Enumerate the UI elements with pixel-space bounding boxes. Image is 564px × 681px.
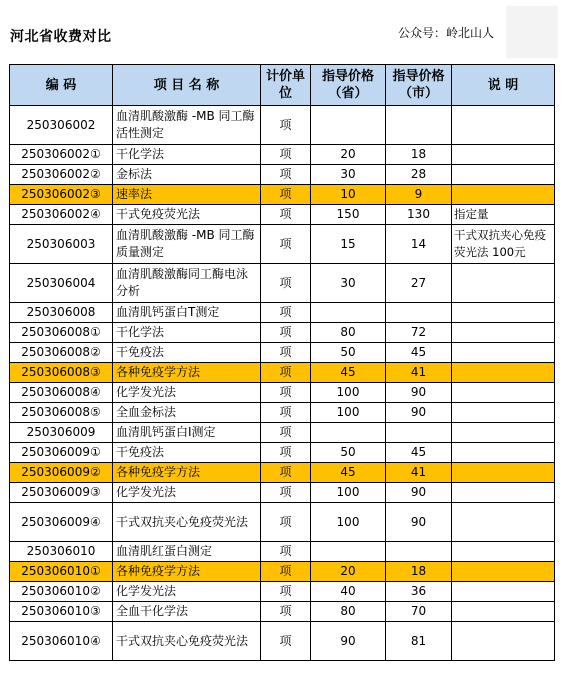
table-row xyxy=(10,622,555,661)
cell-city-price: 72 xyxy=(386,323,452,343)
cell-city-price: 36 xyxy=(386,582,452,602)
table-row xyxy=(10,145,555,165)
cell-province-price: 50 xyxy=(311,443,386,463)
cell-unit: 项 xyxy=(261,106,311,145)
cell-unit: 项 xyxy=(261,383,311,403)
table-row xyxy=(10,483,555,503)
cell-province-price: 80 xyxy=(311,602,386,622)
cell-province-price: 40 xyxy=(311,582,386,602)
cell-note xyxy=(452,383,555,403)
cell-unit: 项 xyxy=(261,443,311,463)
cell-code: 250306008④ xyxy=(10,383,113,403)
cell-item-name: 血清肌酸激酶 -MB 同工酶质量测定 xyxy=(113,225,261,264)
column-header-name: 项 目 名 称 xyxy=(113,65,261,106)
cell-item-name: 各种免疫学方法 xyxy=(113,463,261,483)
cell-code: 250306002 xyxy=(10,106,113,145)
table-row xyxy=(10,343,555,363)
cell-unit: 项 xyxy=(261,582,311,602)
cell-province-price: 80 xyxy=(311,323,386,343)
table-row xyxy=(10,403,555,423)
cell-unit: 项 xyxy=(261,343,311,363)
cell-province-price xyxy=(311,106,386,145)
cell-city-price: 90 xyxy=(386,503,452,542)
cell-note xyxy=(452,423,555,443)
cell-item-name: 血清肌钙蛋白Ⅰ测定 xyxy=(113,423,261,443)
cell-province-price: 45 xyxy=(311,363,386,383)
cell-note xyxy=(452,106,555,145)
cell-item-name: 干免疫法 xyxy=(113,343,261,363)
cell-item-name: 化学发光法 xyxy=(113,582,261,602)
cell-unit: 项 xyxy=(261,225,311,264)
cell-city-price xyxy=(386,423,452,443)
cell-province-price: 30 xyxy=(311,264,386,303)
cell-code: 250306003 xyxy=(10,225,113,264)
cell-code: 250306009② xyxy=(10,463,113,483)
table-row xyxy=(10,303,555,323)
cell-city-price: 18 xyxy=(386,562,452,582)
cell-unit: 项 xyxy=(261,423,311,443)
column-header-unit: 计价单位 xyxy=(261,65,311,106)
cell-city-price: 130 xyxy=(386,205,452,225)
cell-city-price: 90 xyxy=(386,383,452,403)
table-row xyxy=(10,106,555,145)
cell-code: 250306008 xyxy=(10,303,113,323)
cell-note xyxy=(452,463,555,483)
cell-code: 250306008② xyxy=(10,343,113,363)
cell-province-price: 100 xyxy=(311,403,386,423)
document-title: 河北省收费对比 xyxy=(10,29,112,45)
cell-note xyxy=(452,602,555,622)
table-row xyxy=(10,463,555,483)
cell-note xyxy=(452,343,555,363)
cell-unit: 项 xyxy=(261,323,311,343)
cell-city-price: 45 xyxy=(386,443,452,463)
cell-unit: 项 xyxy=(261,562,311,582)
cell-code: 250306008③ xyxy=(10,363,113,383)
column-header-code: 编 码 xyxy=(10,65,113,106)
cell-unit: 项 xyxy=(261,463,311,483)
cell-province-price: 45 xyxy=(311,463,386,483)
cell-note xyxy=(452,443,555,463)
cell-note xyxy=(452,303,555,323)
table-row xyxy=(10,165,555,185)
cell-province-price: 10 xyxy=(311,185,386,205)
cell-unit: 项 xyxy=(261,303,311,323)
table-row xyxy=(10,602,555,622)
cell-code: 250306009 xyxy=(10,423,113,443)
cell-code: 250306002③ xyxy=(10,185,113,205)
cell-item-name: 速率法 xyxy=(113,185,261,205)
cell-item-name: 血清肌酸激酶同工酶电泳分析 xyxy=(113,264,261,303)
cell-city-price xyxy=(386,542,452,562)
cell-note xyxy=(452,503,555,542)
cell-unit: 项 xyxy=(261,165,311,185)
account-label: 公众号：岭北山人 xyxy=(398,26,495,40)
cell-city-price: 70 xyxy=(386,602,452,622)
table-row xyxy=(10,582,555,602)
table-row xyxy=(10,443,555,463)
cell-note xyxy=(452,264,555,303)
cell-item-name: 化学发光法 xyxy=(113,383,261,403)
cell-unit: 项 xyxy=(261,602,311,622)
cell-code: 250306010 xyxy=(10,542,113,562)
cell-code: 250306008① xyxy=(10,323,113,343)
cell-item-name: 血清肌钙蛋白T测定 xyxy=(113,303,261,323)
cell-city-price: 27 xyxy=(386,264,452,303)
cell-code: 250306002① xyxy=(10,145,113,165)
column-header-province-price: 指导价格（省） xyxy=(311,65,386,106)
cell-unit: 项 xyxy=(261,542,311,562)
cell-province-price xyxy=(311,423,386,443)
cell-code: 250306010② xyxy=(10,582,113,602)
cell-code: 250306009① xyxy=(10,443,113,463)
cell-city-price xyxy=(386,106,452,145)
cell-province-price xyxy=(311,303,386,323)
cell-city-price: 41 xyxy=(386,363,452,383)
cell-unit: 项 xyxy=(261,483,311,503)
cell-province-price: 50 xyxy=(311,343,386,363)
table-row xyxy=(10,185,555,205)
cell-code: 250306002② xyxy=(10,165,113,185)
table-header-row xyxy=(10,65,555,106)
cell-province-price: 30 xyxy=(311,165,386,185)
cell-item-name: 金标法 xyxy=(113,165,261,185)
cell-province-price: 150 xyxy=(311,205,386,225)
cell-note xyxy=(452,483,555,503)
cell-note xyxy=(452,542,555,562)
table-row xyxy=(10,503,555,542)
cell-code: 250306010③ xyxy=(10,602,113,622)
cell-province-price: 90 xyxy=(311,622,386,661)
cell-province-price: 20 xyxy=(311,145,386,165)
cell-item-name: 干化学法 xyxy=(113,145,261,165)
cell-city-price: 18 xyxy=(386,145,452,165)
column-header-note: 说 明 xyxy=(452,65,555,106)
cell-note xyxy=(452,403,555,423)
cell-code: 250306010④ xyxy=(10,622,113,661)
cell-item-name: 血清肌酸激酶 -MB 同工酶活性测定 xyxy=(113,106,261,145)
cell-unit: 项 xyxy=(261,503,311,542)
cell-city-price: 45 xyxy=(386,343,452,363)
cell-unit: 项 xyxy=(261,185,311,205)
cell-note xyxy=(452,622,555,661)
cell-code: 250306008⑤ xyxy=(10,403,113,423)
table-row xyxy=(10,363,555,383)
cell-city-price: 28 xyxy=(386,165,452,185)
table-row xyxy=(10,205,555,225)
cell-note xyxy=(452,185,555,205)
cell-unit: 项 xyxy=(261,622,311,661)
table-row xyxy=(10,562,555,582)
cell-note xyxy=(452,323,555,343)
cell-province-price: 100 xyxy=(311,483,386,503)
cell-city-price: 9 xyxy=(386,185,452,205)
cell-city-price: 81 xyxy=(386,622,452,661)
cell-province-price: 100 xyxy=(311,503,386,542)
cell-note xyxy=(452,582,555,602)
cell-province-price: 15 xyxy=(311,225,386,264)
cell-item-name: 全血金标法 xyxy=(113,403,261,423)
cell-note xyxy=(452,165,555,185)
table-row xyxy=(10,383,555,403)
cell-item-name: 干式双抗夹心免疫荧光法 xyxy=(113,503,261,542)
watermark-area xyxy=(506,6,558,58)
cell-note: 指定量 xyxy=(452,205,555,225)
column-header-city-price: 指导价格（市） xyxy=(386,65,452,106)
cell-note xyxy=(452,363,555,383)
price-comparison-table xyxy=(9,64,555,661)
cell-city-price: 14 xyxy=(386,225,452,264)
cell-province-price: 20 xyxy=(311,562,386,582)
cell-item-name: 干免疫法 xyxy=(113,443,261,463)
cell-note xyxy=(452,145,555,165)
cell-item-name: 血清肌红蛋白测定 xyxy=(113,542,261,562)
cell-unit: 项 xyxy=(261,145,311,165)
table-row xyxy=(10,225,555,264)
table-row xyxy=(10,423,555,443)
cell-code: 250306004 xyxy=(10,264,113,303)
cell-city-price xyxy=(386,303,452,323)
cell-province-price: 100 xyxy=(311,383,386,403)
cell-item-name: 干式免疫荧光法 xyxy=(113,205,261,225)
cell-code: 250306009④ xyxy=(10,503,113,542)
table-row xyxy=(10,542,555,562)
cell-item-name: 全血干化学法 xyxy=(113,602,261,622)
cell-code: 250306002④ xyxy=(10,205,113,225)
cell-city-price: 90 xyxy=(386,403,452,423)
cell-unit: 项 xyxy=(261,205,311,225)
cell-unit: 项 xyxy=(261,264,311,303)
cell-province-price xyxy=(311,542,386,562)
cell-item-name: 化学发光法 xyxy=(113,483,261,503)
cell-unit: 项 xyxy=(261,403,311,423)
cell-unit: 项 xyxy=(261,363,311,383)
cell-item-name: 干式双抗夹心免疫荧光法 xyxy=(113,622,261,661)
cell-code: 250306010① xyxy=(10,562,113,582)
cell-item-name: 干化学法 xyxy=(113,323,261,343)
cell-code: 250306009③ xyxy=(10,483,113,503)
cell-city-price: 90 xyxy=(386,483,452,503)
cell-city-price: 41 xyxy=(386,463,452,483)
cell-item-name: 各种免疫学方法 xyxy=(113,363,261,383)
cell-note: 干式双抗夹心免疫荧光法 100元 xyxy=(452,225,555,264)
table-row xyxy=(10,323,555,343)
table-row xyxy=(10,264,555,303)
cell-item-name: 各种免疫学方法 xyxy=(113,562,261,582)
cell-note xyxy=(452,562,555,582)
